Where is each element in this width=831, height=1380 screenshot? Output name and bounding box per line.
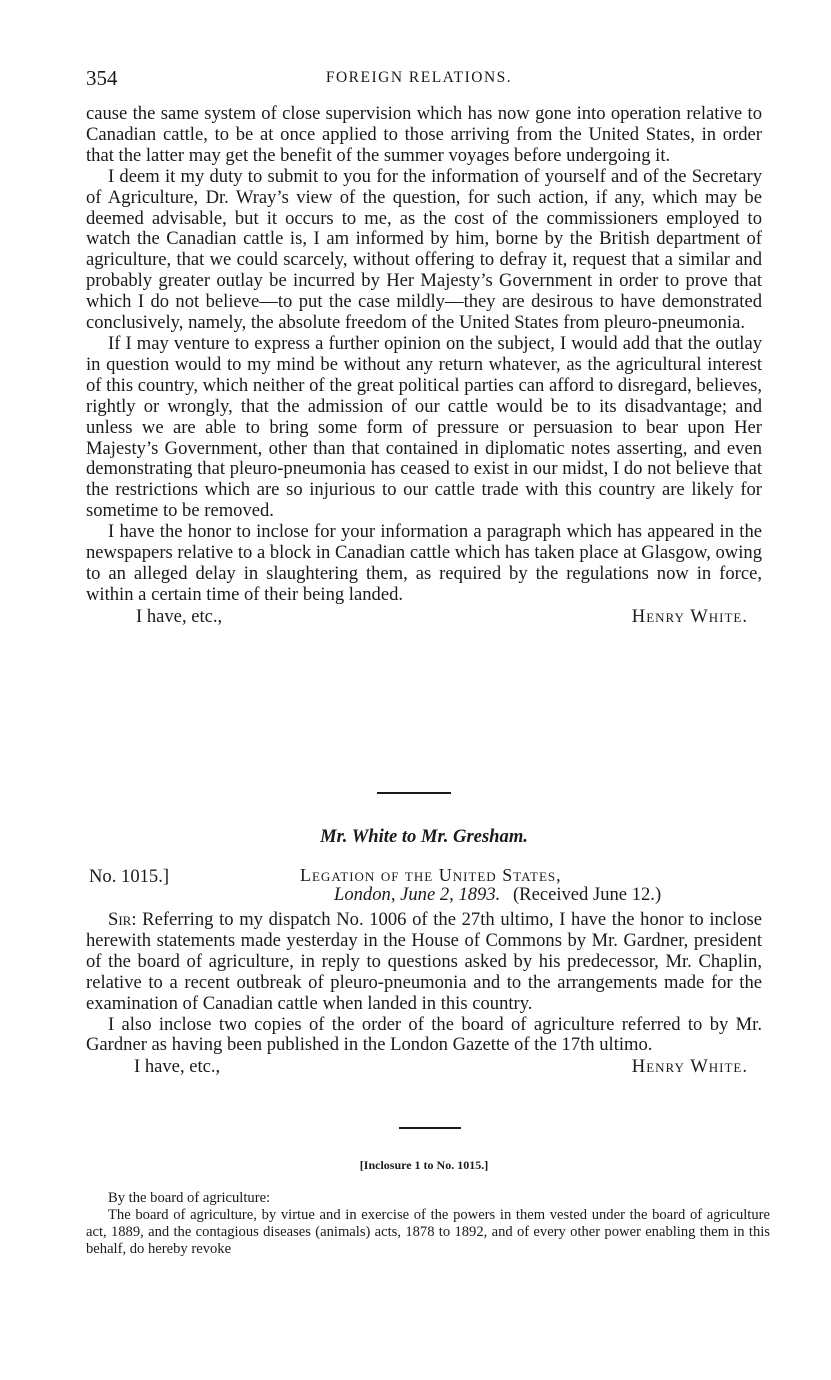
closing-salutation: I have, etc., bbox=[134, 1056, 221, 1078]
dispatch-number: No. 1015.] bbox=[89, 866, 170, 887]
closing-salutation: I have, etc., bbox=[136, 605, 223, 627]
received-date: (Received June 12.) bbox=[512, 884, 662, 905]
letter-body bbox=[86, 910, 762, 1079]
dispatch-body bbox=[86, 104, 762, 629]
legation-heading: Legation of the United States, bbox=[300, 865, 562, 885]
closing bbox=[86, 1057, 762, 1079]
paragraph: If I may venture to express a further opinion on the subject, I would add that the outlay in question would to my mind be without any return whatever, as the agricultural interest of this country, which neither of the great political parties can afford to disregard, believes, rightly or wrongly, that the admission of our cattle would be to its disadvantage; and unless we are able to bring some form of pressure or persuasion to bear upon Her Majesty’s Government, other than that contained in diplomatic notes asserting, and even demonstrating that pleuro-pneumonia has ceased to exist in our midst, I do not believe that the restrictions which are so injurious to our cattle trade with this country are likely for sometime to be removed. bbox=[86, 332, 762, 522]
page-header bbox=[86, 66, 752, 92]
paragraph-text: Referring to my dispatch No. 1006 of the 27th ultimo, I have the honor to inclose herewith statements made yesterday in the House of Commons by Mr. Gardner, president of the board of agriculture, in reply to questions asked by his predecessor, Mr. Chaplin, relative to a recent outbreak of pleuro-pneumonia and to the arrangements made for the examination of Canadian cattle when landed in this country. bbox=[86, 909, 762, 1014]
enclosure-intro: By the board of agriculture: bbox=[108, 1190, 271, 1206]
signature: Henry White. bbox=[631, 1056, 748, 1078]
paragraph bbox=[86, 910, 762, 1015]
section-divider bbox=[399, 1127, 461, 1129]
place-date: London, June 2, 1893. bbox=[334, 884, 501, 905]
enclosure-text bbox=[86, 1190, 770, 1258]
paragraph: I also inclose two copies of the order of the board of agriculture referred to by Mr. Gardner as having been published in the London Gazette of the 17th ultimo. bbox=[86, 1013, 762, 1056]
salutation: Sir: bbox=[108, 909, 137, 930]
enclosure-label: [Inclosure 1 to No. 1015.] bbox=[359, 1158, 489, 1172]
paragraph: I deem it my duty to submit to you for the information of yourself and of the Secretary of Agriculture, Dr. Wray’s view of the question, for such action, if any, which may be deemed advisable, but it occurs to me, as the cost of the commissioners employed to watch the Canadian cattle is, I am informed by him, borne by the British department of agriculture, that we could scarcely, without offering to defray it, request that a similar and probably greater outlay be incurred by Her Majesty’s Government in order to prove that which I do not believe—to put the case mildly—they are desirous to have demonstrated conclusively, namely, the absolute freedom of the United States from pleuro-pneumonia. bbox=[86, 165, 762, 334]
letter-heading: Mr. White to Mr. Gresham. bbox=[320, 826, 528, 847]
closing bbox=[86, 607, 762, 629]
paragraph: cause the same system of close supervision which has now gone into operation relative to Canadian cattle, to be at once applied to those arriving from the United States, in order that the latter may get the benefit of the summer voyages before undergoing it. bbox=[86, 103, 762, 166]
enclosure-paragraph: The board of agriculture, by virtue and in exercise of the powers in them vested under the board of agriculture act, 1889, and the contagious diseases (animals) acts, 1878 to 1892, and of every other power enabling them in this behalf, do hereby revoke bbox=[86, 1207, 770, 1257]
dateline bbox=[334, 884, 661, 906]
section-divider bbox=[377, 792, 451, 794]
running-title: FOREIGN RELATIONS. bbox=[325, 69, 513, 86]
page-number: 354 bbox=[86, 66, 118, 90]
signature: Henry White. bbox=[631, 605, 748, 627]
paragraph: I have the honor to inclose for your information a paragraph which has appeared in the newspapers relative to a block in Canadian cattle which has taken place at Glasgow, owing to an alleged delay in slaughtering them, as required by the regulations now in force, within a certain time of their being landed. bbox=[86, 521, 762, 605]
